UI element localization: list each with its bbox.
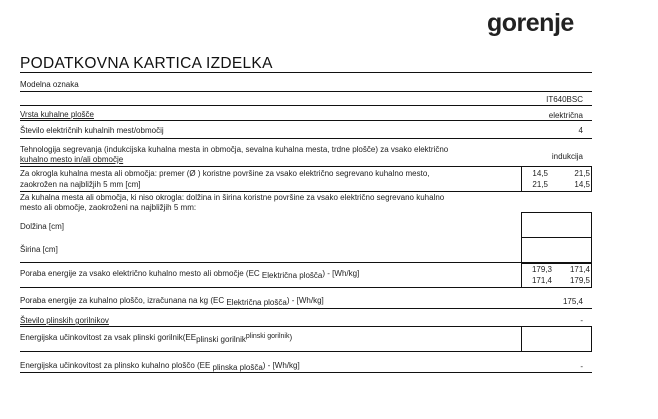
- divider: [20, 308, 592, 309]
- ee-burner-label-sub: plinski gorilnik: [196, 335, 246, 344]
- gas-burners-value: -: [580, 316, 583, 325]
- page-title: PODATKOVNA KARTICA IZDELKA: [20, 55, 273, 72]
- ee-burner-label: [20, 333, 292, 344]
- ec-hob-label-end: ) - [Wh/kg]: [286, 296, 324, 305]
- divider: [20, 351, 592, 352]
- ee-gas-hob-label-end: ) - [Wh/kg]: [262, 361, 300, 370]
- ee-gas-hob-label: [20, 361, 300, 371]
- ec-zone-label-end: ) - [Wh/kg]: [322, 269, 360, 278]
- technology-value: indukcija: [551, 152, 583, 161]
- ec-zone-label-sub: Električna plošča: [261, 271, 323, 280]
- ec-zone-value: 171,4: [569, 265, 590, 274]
- diameter-value: 21,5: [574, 169, 590, 178]
- zone-count-value: 4: [578, 126, 583, 135]
- ee-gas-hob-value: -: [580, 362, 583, 371]
- non-round-label-line1: Za kuhalna mesta ali območja, ki niso okrogla: dolžina in širina koristne površine za vsako električno segrevano kuhalno: [20, 193, 445, 202]
- hob-type-label: Vrsta kuhalne plošče: [20, 110, 94, 119]
- model-value: IT640BSC: [546, 95, 583, 104]
- length-label: Dolžina [cm]: [20, 222, 65, 231]
- ec-hob-label-main: Poraba energije za kuhalno ploščo, izračunana na kg (EC: [20, 296, 227, 305]
- divider: [20, 262, 592, 263]
- ee-burner-label-end: ): [289, 333, 293, 342]
- divider: [20, 105, 592, 106]
- ee-gas-hob-label-sub: plinska plošča: [212, 363, 263, 372]
- width-label: Širina [cm]: [20, 245, 58, 254]
- zone-count-label: Število električnih kuhalnih mest/območij: [20, 126, 164, 135]
- technology-label-line1: Tehnologija segrevanja (indukcijska kuhalna mesta in območja, sevalna kuhalna mesta, trdne plošče) za vsako električno: [20, 145, 449, 154]
- model-label: Modelna oznaka: [20, 80, 79, 89]
- diameter-value: 14,5: [532, 169, 548, 178]
- ec-zone-value: 179,3: [531, 265, 552, 274]
- ee-gas-hob-label-main: Energijska učinkovitost za plinsko kuhalno ploščo (EE: [20, 361, 213, 370]
- divider: [20, 120, 592, 121]
- ec-hob-label-sub: Električna plošča: [226, 298, 287, 307]
- divider: [20, 287, 592, 288]
- gorenje-logo: gorenje: [487, 9, 574, 37]
- length-width-value-box: [521, 212, 592, 264]
- ec-hob-label: [20, 296, 324, 306]
- ec-zone-value: 171,4: [531, 276, 552, 285]
- hob-type-value: električna: [548, 111, 583, 120]
- diameter-value: 14,5: [574, 180, 590, 189]
- non-round-label-line2: mesto ali območje, zaokroženi na najbližjih 5 mm:: [20, 203, 197, 212]
- divider: [20, 372, 592, 373]
- divider: [20, 91, 592, 92]
- divider: [591, 166, 592, 191]
- ec-hob-value: 175,4: [562, 297, 583, 306]
- divider: [20, 72, 592, 73]
- ec-zone-value: 179,5: [569, 276, 590, 285]
- gas-burners-label: Število plinskih gorilnikov: [20, 316, 109, 325]
- diameter-value: 21,5: [532, 180, 548, 189]
- divider: [591, 262, 592, 287]
- ee-burner-label-sup: plinski gorilnik: [245, 333, 290, 340]
- round-diameter-label-line1: Za okrogla kuhalna mesta ali območja: premer (Ø ) koristne površine za vsako električno segrevano kuhalno mesto,: [20, 169, 430, 178]
- ec-zone-label: [20, 269, 359, 279]
- divider: [20, 191, 592, 192]
- divider: [521, 237, 592, 238]
- round-diameter-label-line2: zaokrožen na najbližjih 5 mm [cm]: [20, 180, 141, 189]
- ec-zone-label-main: Poraba energije za vsako električno kuhalno mesto ali območje (EC: [20, 269, 262, 278]
- divider: [20, 138, 592, 139]
- technology-label-line2: kuhalno mesto in/ali območje: [20, 155, 124, 164]
- ee-burner-label-main: Energijska učinkovitost za vsak plinski gorilnik(EE: [20, 333, 197, 342]
- divider: [20, 326, 592, 327]
- divider: [20, 166, 592, 167]
- ee-burner-value-box: [521, 326, 592, 352]
